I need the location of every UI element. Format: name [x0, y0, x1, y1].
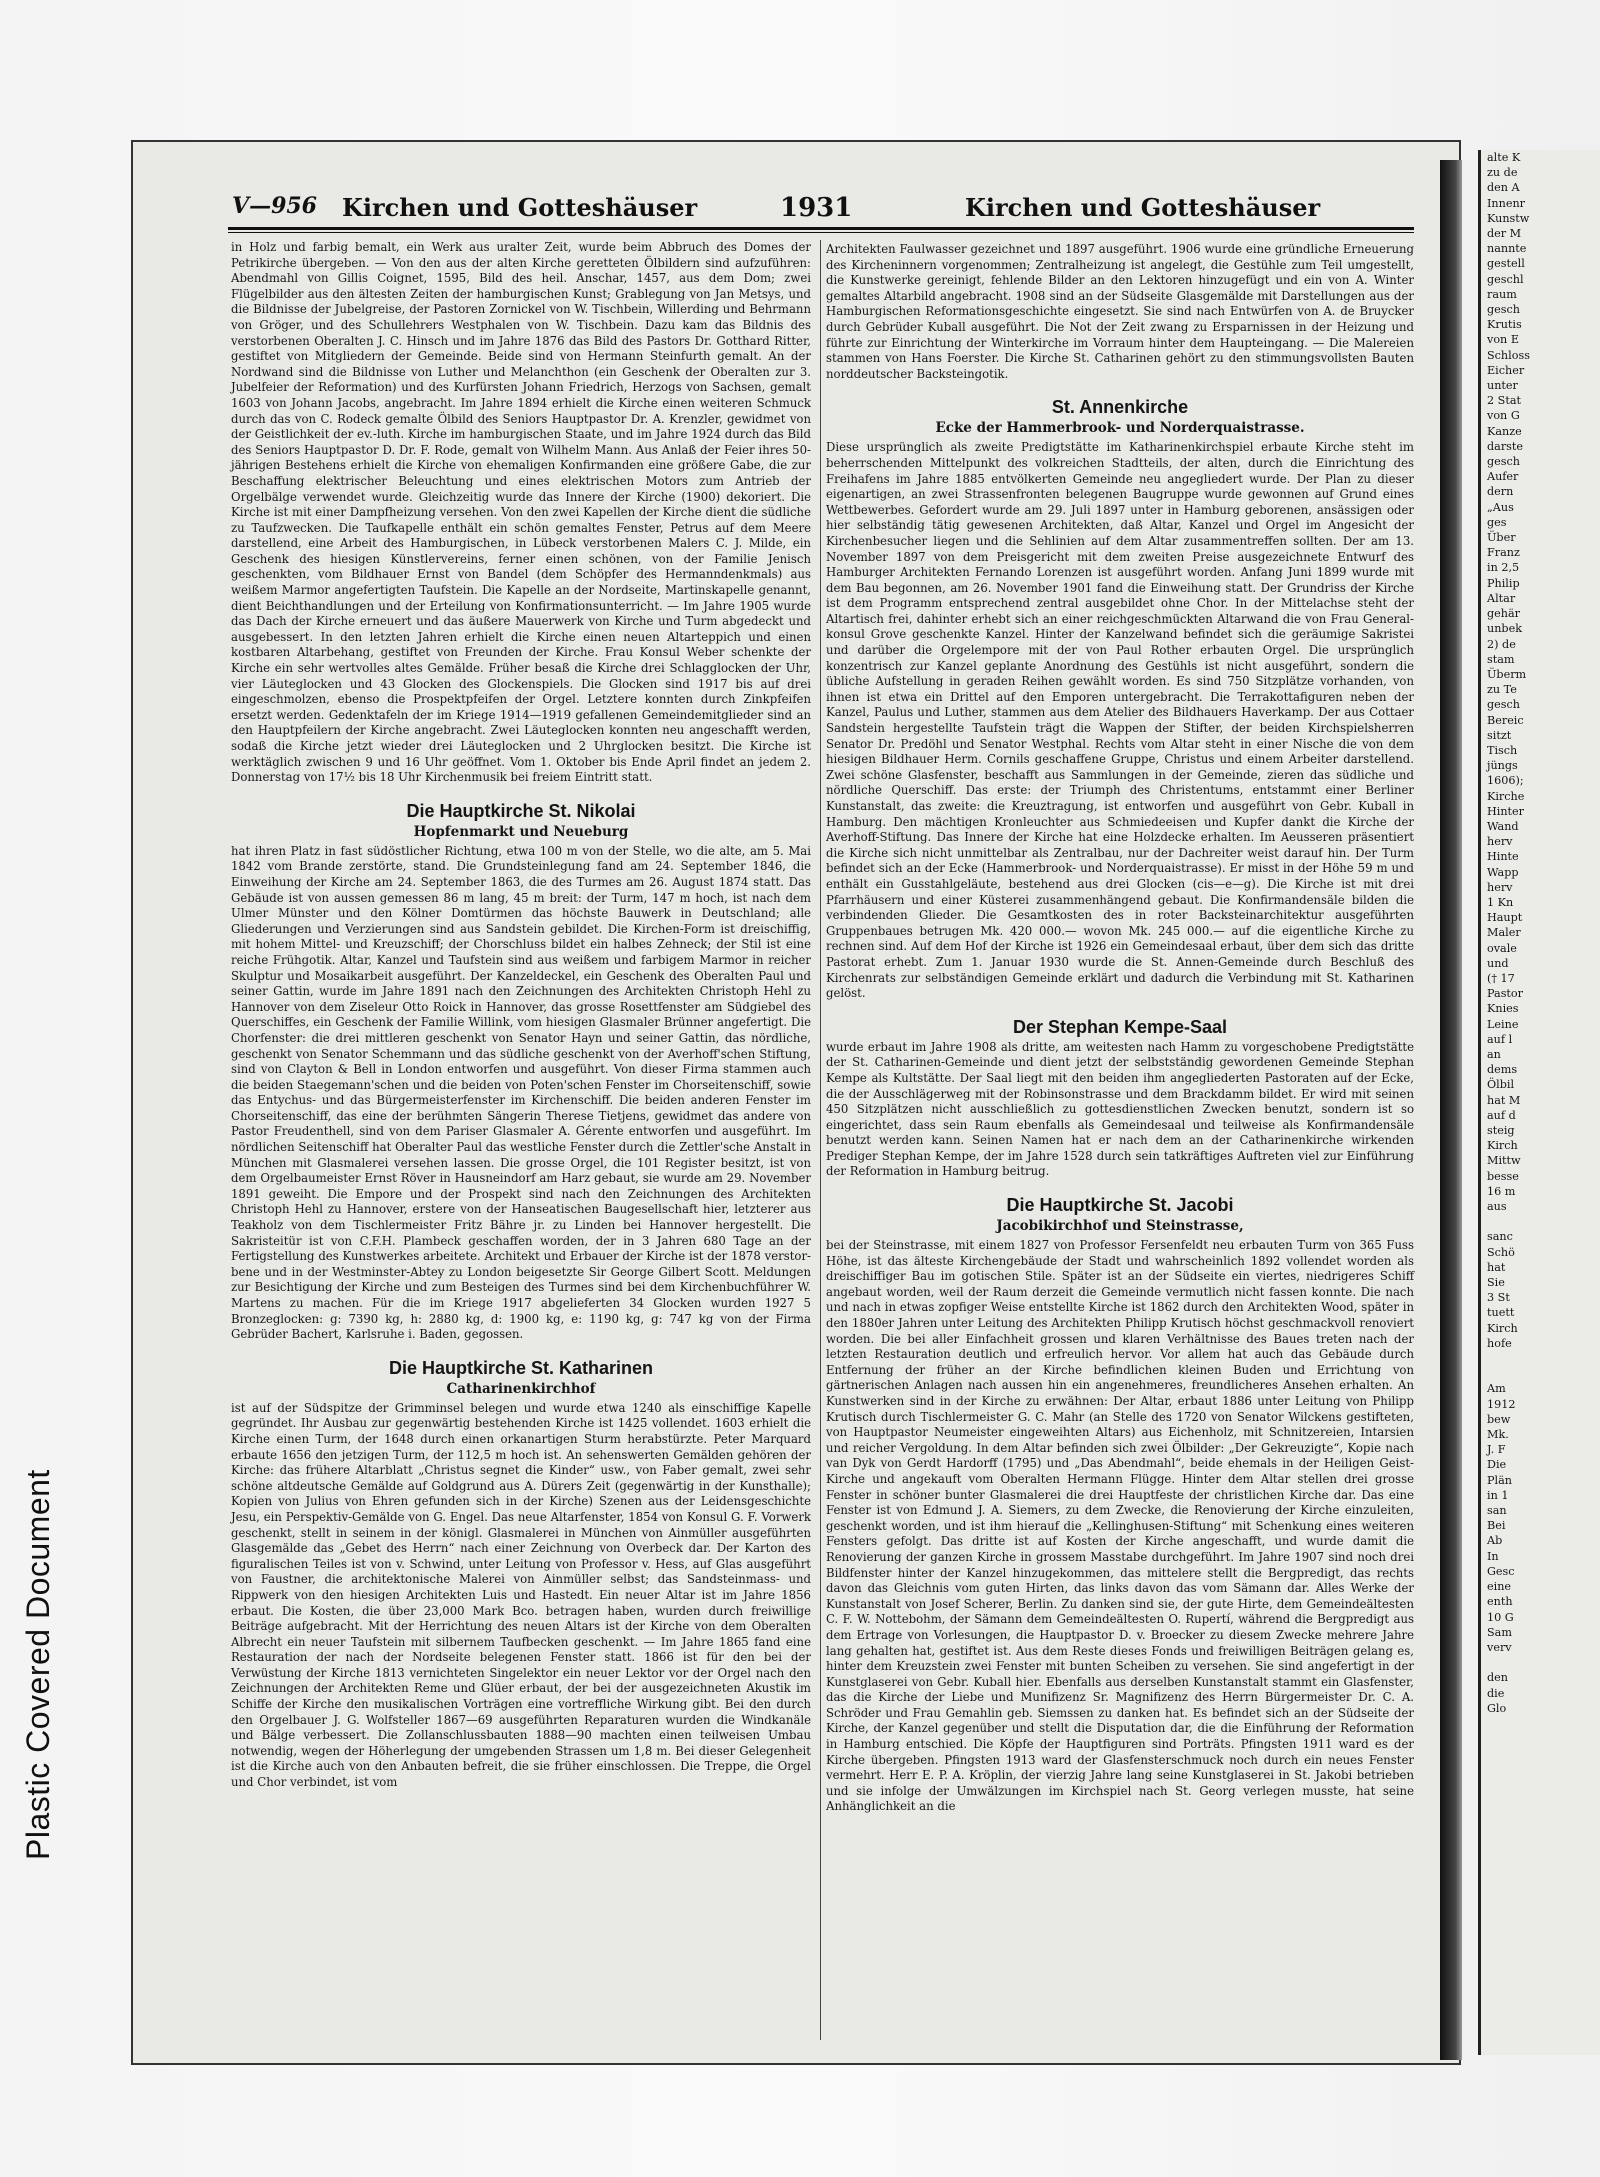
next-page-fragment: Wand	[1487, 819, 1519, 833]
next-page-fragment: zu de	[1487, 166, 1518, 180]
next-page-fragment: aus	[1487, 1200, 1507, 1214]
next-page-fragment: gesch	[1487, 455, 1520, 469]
section-text-katharinen: ist auf der Südspitze der Grimminsel belegen und wurde etwa 1240 als einschiffige Kapelle gegründet. Ihr Ausbau zur gegenwärtig bestehenden Kirche ist 1425 vollendet. 1603 erhielt die Kirche einen Turm, der 1648 durch einen orkanartigen Sturm herabstürzte. Peter Marquard erbaute 1656 den jetzigen Turm, der 112,5 m hoch ist. An sehenswerten Gemälden gehören der Kirche: das frühere Altarblatt „Christus segnet die Kinder“ usw., von Faber gemalt, zwei sehr schöne altdeutsche Gemälde auf Goldgrund aus A. Dürers Zeit (gegenwärtig in der Kunsthalle); Kopien von Julius von Ehren gefunden sich in der Kirche) Szenen aus der Leidensgeschichte Jesu, ein Perspektiv-Gemälde von G. Engel. Das neue Altarfenster, 1854 von Konsul G. F. Vorwerk geschenkt, stellt in seinem in der königl. Glasmalerei in München von Ainmüller ausgeführten Glasgemälde das „Gebet des Herrn“ nach einer Zeichnung von Overbeck dar. Der Karton des figuralischen Teiles ist von v. Schwind, unter Leitung von Professor v. Hess, auf Glas ausgeführt von Faustner, die architektonische Malerei von Ainmüller selbst; das Sandsteinmass- und Rippwerk von den hiesigen Architekten Luis und Hastedt. Ein neuer Altar ist im Jahre 1856 erbaut. Die Kosten, die über 23,000 Mark Bco. betragen haben, wurden durch freiwillige Beiträge aufgebracht. Mit der Herrichtung des neuen Altars ist der Kirche von dem Oberalten Albrecht ein neuer Taufstein mit silbernem Taufbecken geschenkt. — Im Jahre 1865 fand eine Restauration der nach der Nordseite belegenen Fenster statt. 1866 ist für den bei der Verwüstung der Kirche 1813 vernichteten Singelektor ein neuer Lektor vor der Orgel nach den Zeichnungen der Architekten Reme und Glüer erbaut, der bei der ausgezeichneten Akustik im Schiffe der Kirche den musikalischen Vorträgen eine vortreffliche Wirkung gibt. Bei den durch den Orgelbauer J. G. Wolfsteller 1867—69 ausgeführten Reparaturen wurden die Windkanäle und Bälge verbessert. Die Zollanschlussbauten 1888—90 machten einen teilweisen Umbau notwendig, wegen der Höherlegung der umgebenden Strassen um 1,8 m. Bei dieser Gelegenheit ist die Kirche auch von den Anbauten befreit, die sie früher einschlossen. Die Treppe, die Orgel und Chor verbindet, ist vom	[231, 1400, 811, 1790]
next-page-fragment: eine	[1487, 1580, 1512, 1594]
next-page-fragment: ges	[1487, 515, 1507, 529]
next-page-fragment: J. F	[1487, 1443, 1506, 1457]
next-page-edge	[1478, 150, 1600, 2055]
next-page-fragment: tuett	[1487, 1306, 1515, 1320]
next-page-fragment: darste	[1487, 439, 1524, 453]
right-column	[826, 242, 1414, 1815]
next-page-fragment: sanc	[1487, 1230, 1513, 1244]
petri-continuation-text: in Holz und farbig bemalt, ein Werk aus uralter Zeit, wurde beim Abbruch des Domes der Petrikirche übergeben. — Von den aus der alten Kirche geretteten Ölbildern sind aufzuführen: Abendmahl von Gillis Coignet, 1595, Bild des heil. Anschar, 1457, aus dem Dom; zwei Flügelbilder aus den ältesten Zeiten der hamburgischen Kunst; Grablegung von Jan Metsys, und die Bildnisse der Jubelgreise, der Pastoren Zornickel von W. Tischbein, Willerding und Behrmann von Gröger, und des Schullehrers Westphalen von W. Tischbein. Dazu kam das Bildnis des verstorbenen Oberalten J. C. Hinsch und im Jahre 1876 das Bild des Pastors Dr. Gotthard Ritter, gestiftet von Mitgliedern der Gemeinde. Beide sind von Hermann Steinfurth gemalt. An der Nordwand sind die Bildnisse von Luther und Melanchthon (ein Geschenk der Oberalten zur 3. Jubelfeier der Reformation) und des Kurfürsten Johann Friedrich, Herzogs von Sachsen, gemalt 1603 von Johann Jacobs, angebracht. Im Jahre 1894 erhielt die Kirche einen weiteren Schmuck durch das von C. Rodeck gemalte Ölbild des Seniors Hauptpastor Dr. A. Krenzler, gewidmet von der Geistlichkeit der ev.-luth. Kirche im hamburgischen Staate, und im Jahre 1924 durch das Bild des Seniors Hauptpastor D. Dr. F. Rode, gemalt von Wilhelm Mann. Aus Anlaß der Feier ihres 50-jährigen Bestehens erhielt die Kirche von ehemaligen Konfirmanden eine größere Gabe, die zur Beschaffung elektrischer Beleuchtung und eines elektrischen Motors zum Antrieb der Orgelbälge verwendet wurde. Gleichzeitig wurde das Innere der Kirche (1900) dekoriert. Die Kirche ist mit einer Dampfheizung versehen. Von den zwei Kapellen der Kirche dient die südliche zu Taufzwecken. Die Taufkapelle enthält ein schön gemaltes Fenster, Petrus auf dem Meere darstellend, eine Arbeit des Hamburgischen, in Lübeck verstorbenen Malers C. J. Milde, ein Geschenk des hiesigen Künstlervereins, ferner einen schönen, von der Familie Jenisch geschenkten, vom Bildhauer Ernst von Bandel (dem Schöpfer des Hermanndenkmals) aus weißem Marmor angefertigten Taufstein. Die Kapelle an der Nordseite, Martinskapelle genannt, dient Beichthandlungen und der Erteilung von Konfirmationsunterricht. — Im Jahre 1905 wurde das Dach der Kirche erneuert und das äußere Mauerwerk von Kirche und Turm abgedeckt und ausgebessert. In den letzten Jahren erhielt die Kirche einen neuen Altarteppich und einen kostbaren Altarbehang, gestiftet von Freunden der Kirche. Frau Konsul Weber schenkte der Kirche ein sehr wertvolles altes Gemälde. Früher besaß die Kirche drei Schlagglocken der Uhr, vier Läuteglocken und 43 Glocken des Glockenspiels. Die Glocken sind 1917 bis auf drei eingeschmolzen, ebenso die Prospektpfeifen der Orgel. Letztere konnten durch Zinkpfeifen ersetzt werden. Gedenktafeln der im Kriege 1914—1919 gefallenen Gemeindemitglieder sind an den Hauptpfeilern der Kirche angebracht. Zwei Läuteglocken konnten neu angeschafft werden, sodaß die Kirche jetzt wieder drei Läuteglocken und 2 Uhrglocken besitzt. Die Kirche ist werktäglich zwischen 9 und 16 Uhr geöffnet. Vom 1. Oktober bis Ende April findet an jedem 2. Donnerstag von 17½ bis 18 Uhr Kirchenmusik bei freiem Eintritt statt.	[231, 240, 811, 785]
next-page-fragment: verv	[1487, 1640, 1512, 1654]
next-page-fragment: Kirch	[1487, 1139, 1518, 1153]
next-page-fragment: Gesc	[1487, 1564, 1515, 1578]
next-page-fragment: den	[1487, 1671, 1508, 1685]
next-page-fragment: Kanze	[1487, 424, 1522, 438]
next-page-fragment: Altar	[1487, 591, 1516, 605]
section-subtitle-katharinen: Catharinenkirchhof	[446, 1380, 596, 1397]
next-page-fragment: steig	[1487, 1124, 1515, 1137]
next-page-fragment: unter	[1487, 379, 1518, 393]
next-page-fragment: geschl	[1487, 272, 1524, 286]
next-page-fragment: Ölbil	[1487, 1078, 1515, 1092]
page-number: V—956	[232, 193, 317, 219]
section-title-nikolai: Die Hauptkirche St. Nikolai	[406, 800, 636, 821]
next-page-fragment: 10 G	[1487, 1610, 1514, 1624]
next-page-fragment: stam	[1487, 652, 1515, 666]
section-title-annen: St. Annenkirche	[1051, 397, 1189, 418]
next-page-fragment: dern	[1487, 485, 1514, 499]
running-title-left: Kirchen und Gotteshäuser	[342, 193, 698, 222]
next-page-fragment: und	[1487, 956, 1509, 970]
next-page-fragment: 16 m	[1487, 1184, 1516, 1198]
section-subtitle-nikolai: Hopfenmarkt und Neueburg	[413, 823, 629, 840]
header-rule-thin	[228, 232, 1414, 233]
next-page-fragment: jüngs	[1487, 759, 1518, 773]
next-page-fragment: Sam	[1487, 1625, 1512, 1639]
next-page-fragment: 3 St	[1487, 1291, 1510, 1305]
next-page-fragment: den A	[1487, 181, 1520, 195]
next-page-fragment: raum	[1487, 287, 1517, 301]
next-page-fragment	[1481, 1351, 1600, 1366]
next-page-fragment: Hinter	[1487, 804, 1525, 818]
next-page-fragment: nannte	[1487, 242, 1527, 256]
column-divider	[820, 240, 821, 2040]
header-rule	[228, 227, 1414, 230]
next-page-fragment: Sie	[1487, 1276, 1505, 1290]
next-page-fragment: an	[1487, 1047, 1501, 1061]
next-page-fragment: sitzt	[1487, 728, 1512, 742]
next-page-fragment: ovale	[1487, 941, 1517, 955]
next-page-fragment: Knies	[1487, 1002, 1519, 1016]
next-page-fragment: gestell	[1487, 257, 1525, 271]
katharinen-continuation-text: Architekten Faulwasser gezeichnet und 1897 ausgeführt. 1906 wurde eine gründliche Erneuerung des Kircheninnern vorgenommen; Zentralheizung ist angelegt, die Gestühle zum Teil umgestellt, die Kunstwerke gereinigt, fehlende Bilder an den Lektoren hinzugefügt und ein von A. Winter gemaltes Altarbild angebracht. 1908 sind an der Südseite Glasgemälde mit Darstellungen aus der Hamburgischen Reformationsgeschichte eingesetzt. Sie sind nach Entwürfen von A. de Bruycker durch Gebrüder Kuball ausgeführt. Die Not der Zeit zwang zu Ersparnissen in der Heizung und führte zur Einrichtung der Winterkirche im Vorraum hinter dem Haupteingang. — Die Malereien stammen von Hans Foerster. Die Kirche St. Catharinen gehört zu den stimmungsvollsten Bauten norddeutscher Backsteingotik.	[826, 242, 1414, 381]
next-page-fragment: 2) de	[1487, 637, 1516, 651]
next-page-fragment: Überm	[1487, 667, 1527, 681]
next-page-fragment: auf d	[1487, 1108, 1516, 1122]
next-page-fragment: 1606);	[1487, 774, 1524, 788]
next-page-fragment	[1481, 1214, 1600, 1229]
next-page-fragment: in 2,5	[1487, 561, 1520, 575]
next-page-fragment: enth	[1487, 1595, 1513, 1609]
next-page-fragment: in 1	[1487, 1488, 1509, 1502]
next-page-fragment: Bei	[1487, 1519, 1506, 1533]
next-page-fragment: herv	[1487, 880, 1513, 894]
next-page-fragment: Maler	[1487, 926, 1521, 940]
next-page-fragment: Haupt	[1487, 911, 1523, 925]
next-page-fragment: besse	[1487, 1169, 1519, 1183]
next-page-fragment: Franz	[1487, 546, 1520, 560]
next-page-fragment	[1481, 1366, 1600, 1381]
next-page-fragment: Am	[1487, 1382, 1506, 1396]
next-page-fragment: gesch	[1487, 698, 1520, 712]
left-column	[231, 240, 811, 1791]
section-text-nikolai: hat ihren Platz in fast südöstlicher Richtung, etwa 100 m von der Stelle, wo die alte, am 5. Mai 1842 vom Brande zerstörte, stand. Die Grundsteinlegung fand am 24. September 1846, die Einweihung der Kirche am 24. September 1863, die des Turmes am 26. August 1874 statt. Das Gebäude ist von aussen gemessen 86 m lang, 45 m breit: der Turm, 147 m hoch, ist nach dem Ulmer Münster und den Kölner Domtürmen das höchste Bauwerk in Deutschland; alle Gliederungen und Verzierungen sind aus Sandstein gebildet. Die Kirchen-Form ist dreischiffig, mit hohem Mittel- und Kreuzschiff; der Chorschluss bildet ein halbes Zehneck; der Stil ist eine reiche Frühgotik. Altar, Kanzel und Taufstein sind aus weißem und farbigem Marmor in reicher Skulptur und Mosaikarbeit ausgeführt. Der Kanzeldeckel, ein Geschenk des Oberalten Paul und seiner Gattin, wurde im Jahre 1891 nach den Zeichnungen des Architekten Christoph Hehl zu Hannover von dem Ziseleur Otto Roick in Hannover, das grosse Rosettfenster am Südgiebel des Querschiffes, ein Geschenk der Familie Willink, vom hiesigen Glasmaler Brünner angefertigt. Die Chorfenster: die drei mittleren geschenkt von Senator Hayn und seiner Gattin, das nördliche, geschenkt von Senator Schemmann und das südliche geschenkt von der Averhoff'schen Stiftung, sind von Clayton & Bell in London entworfen und ausgeführt. Von dieser Firma stammen auch die beiden Staegemann'schen und die beiden von Poten'schen Fenster im Chorseitenschiff, sowie das Entychus- und das Bürgermeisterfenster im Kirchenschiff. Die beiden anderen Fenster im Chorseitenschiff, das eine der berühmten Sängerin Therese Tietjens, gewidmet das andere von Pastor Freudenthell, sind von dem Pariser Glasmaler A. Gérente entworfen und ausgeführt. Im nördlichen Seitenschiff hat Oberalter Paul das westliche Fenster durch die Zettler'sche Anstalt in München mit Glasmalerei versehen lassen. Die grosse Orgel, die 101 Register besitzt, ist von dem Orgelbaumeister Ernst Röver in Hausneindorf am Harz gebaut, sie wurde am 29. November 1891 geweiht. Die Empore und der Prospekt sind nach den Zeichnungen des Architekten Christoph Hehl zu Hannover, erstere von der Hanseatischen Baugesellschaft hier, letzterer aus Teakholz von dem Tischlermeister Fritz Bähre jr. zu Linden bei Hannover hergestellt. Die Sakristeitür ist von C.F.H. Plambeck geschaffen worden, der in 3 Jahren 680 Tage an der Fertigstellung des Kunstwerkes arbeitete. Architekt und Erbauer der Kirche ist der 1878 verstorbene und in der Westminster-Abtey zu London beigesetzte Sir George Gilbert Scott. Meldungen zur Besichtigung der Kirche und zum Besteigen des Turmes sind bei dem Kirchenbuchführer W. Martens zu machen. Für die im Kriege 1917 abgelieferten 34 Glocken wurden 1927 5 Bronzeglocken: g: 7390 kg, h: 2880 kg, d: 1900 kg, e: 1190 kg, g: 747 kg von der Firma Gebrüder Bachert, Karlsruhe i. Baden, gegossen.	[231, 843, 811, 1342]
next-page-fragment: Leine	[1487, 1017, 1519, 1031]
next-page-fragment: von E	[1487, 333, 1519, 347]
next-page-fragment: hat M	[1487, 1093, 1521, 1107]
next-page-fragment: gesch	[1487, 303, 1520, 317]
next-page-fragment: zu Te	[1487, 683, 1517, 697]
next-page-fragment: gehär	[1487, 607, 1521, 621]
section-title-katharinen: Die Hauptkirche St. Katharinen	[388, 1357, 654, 1378]
section-title-jacobi: Die Hauptkirche St. Jacobi	[1006, 1195, 1234, 1216]
next-page-fragments	[1481, 150, 1600, 1716]
next-page-fragment: Über	[1487, 531, 1516, 545]
next-page-fragment: alte K	[1487, 151, 1521, 164]
next-page-fragment: Eicher	[1487, 363, 1525, 377]
next-page-fragment: Wapp	[1487, 865, 1519, 879]
year-heading: 1931	[780, 193, 853, 223]
next-page-fragment: Hinte	[1487, 850, 1519, 864]
next-page-fragment: Glo	[1487, 1701, 1507, 1715]
next-page-fragment: Kirch	[1487, 1321, 1518, 1335]
next-page-fragment: († 17	[1487, 971, 1515, 985]
next-page-fragment: Schö	[1487, 1245, 1515, 1259]
next-page-fragment: Ab	[1487, 1534, 1503, 1548]
next-page-fragment: Philip	[1487, 576, 1520, 590]
next-page-fragment: In	[1487, 1549, 1499, 1563]
next-page-fragment: dems	[1487, 1063, 1518, 1077]
next-page-fragment: Mk.	[1487, 1428, 1509, 1442]
next-page-fragment: unbek	[1487, 622, 1522, 636]
next-page-fragment: Kirche	[1487, 789, 1525, 803]
next-page-fragment: der M	[1487, 227, 1522, 241]
next-page-fragment: Kunstw	[1487, 211, 1530, 225]
next-page-fragment: Plän	[1487, 1473, 1512, 1487]
next-page-fragment: Bereic	[1487, 713, 1524, 727]
section-subtitle-annen: Ecke der Hammerbrook- und Norderquaistrasse.	[935, 420, 1305, 437]
next-page-fragment: von G	[1487, 409, 1520, 423]
next-page-fragment: die	[1487, 1686, 1505, 1700]
next-page-fragment: 1912	[1487, 1397, 1516, 1411]
next-page-fragment: Aufer	[1487, 470, 1519, 484]
next-page-fragment: 2 Stat	[1487, 394, 1521, 408]
next-page-fragment: hat	[1487, 1260, 1506, 1274]
page-gutter-shadow	[1440, 160, 1462, 2060]
next-page-fragment: Die	[1487, 1458, 1507, 1472]
next-page-fragment: Tisch	[1487, 743, 1518, 757]
next-page-fragment: „Aus	[1487, 500, 1514, 514]
section-text-jacobi: bei der Steinstrasse, mit einem 1827 von Professor Fersenfeldt neu erbauten Turm von 365 Fuss Höhe, ist das älteste Kirchengebäude der Stadt und wahrscheinlich 1892 vollendet worden als dreischiffiger Bau im gotischen Stile. Später ist an der Südseite ein viertes, niedrigeres Schiff angebaut worden, weil der Raum derzeit die Gemeinde vermutlich nicht fassen konnte. Die nach und nach in etwas zopfiger Weise entstellte Kirche ist 1862 durch den Architekten Wood, später in den 1880er Jahren unter Leitung des Architekten Philipp Krutisch höchst geschmackvoll renoviert worden. Die bei aller Einfachheit grossen und klaren Verhältnisse des Baues treten nach der letzten Restauration deutlich und erfreulich hervor. Vor allem hat auch das Gebäude durch Entfernung der früher an der Kirche befindlichen kleinen Buden und Errichtung von gärtnerischen Anlagen nach aussen hin ein angenehmeres, freundlicheres Ansehen erhalten. An Kunstwerken sind in der Kirche zu erwähnen: Der Altar, erbaut 1886 unter Leitung von Philipp Krutisch durch Tischlermeister G. C. Mahr (an Stelle des 1720 von Senator Wilckens gestifteten, von Hauptpastor Neumeister eingeweihten Altars) aus Eichenholz, mit Schnitzereien, Intarsien und reicher Vergoldung. In dem Altar befinden sich zwei Ölbilder: „Der Gekreuzigte“, Kopie nach van Dyk von Gerdt Hardorff (1795) und „Das Abendmahl“, beide ehemals in der Heiligen Geist-Kirche und angekauft vom Oberalten Hermann Flügge. Hinter dem Altar stellen drei grosse Fenster in schöner bunter Glasmalerei die drei Hauptfeste der christlichen Kirche dar. Das eine Fenster ist von Edmund J. A. Siemers, zu dem Zwecke, die Renovierung der Kirche einzuleiten, geschenkt worden, und ist ihm hierauf die „Kellinghusen-Stiftung“ mit Schenkung eines weiteren Fensters gefolgt. Das dritte ist auf Kosten der Kirche angeschafft, und wurde damit die Renovierung der ganzen Kirche in grossem Masstabe durchgeführt. Im Jahre 1907 sind noch drei Bildfenster hinter der Kanzel hinzugekommen, das mittelere stellt die Bergpredigt, das rechts davon das Gleichnis vom guten Hirten, das links davon das vom Sämann dar. Alles Werke der Kunstanstalt von Josef Scherer, Berlin. Zu danken sind sie, der gute Hirte, dem Gemeindeältesten C. F. W. Nottebohm, der Sämann dem Gemeindeältesten O. Rupertí, während die Bergpredigt aus dem Ertrage von Vorlesungen, die Hauptpastor D. v. Broecker zu diesem Zwecke mehrere Jahre lang gehalten hat, gestiftet ist. Aus dem Reste dieses Fonds und freiwilligen Beiträgen gelang es, hinter dem Kreuzstein zwei Fenster mit bunten Scheiben zu versehen. Sie sind angefertigt in der Kunstglaserei von Gebr. Kuball hier. Ebenfalls aus derselben Kunstanstalt stammt ein Glasfenster, das die Kirche der Liebe und Munifizenz Sr. Magnifizenz des Herrn Bürgermeister Dr. C. A. Schröder und Frau Gemahlin geb. Siemssen zu danken hat. Es befindet sich an der Südseite der Kirche, der Kanzel gegenüber und stellt die Disputation dar, die die Einführung der Reformation in Hamburg entschied. Die Köpfe der Hauptfiguren sind Porträts. Pfingsten 1911 ward es der Kirche übergeben. Pfingsten 1913 ward der Glasfensterschmuck noch durch ein neues Fenster vermehrt. Herr E. P. A. Kröplin, der vierzig Jahre lang seine Kunstglaserei in St. Jakobi betrieben und sie infolge der Umwälzungen im Kirchspiel nach St. Georg verlegen musste, hat seine Anhänglichkeit an die	[826, 1238, 1414, 1814]
section-title-kempe: Der Stephan Kempe-Saal	[1012, 1016, 1228, 1037]
next-page-fragment	[1481, 1655, 1600, 1670]
next-page-fragment: hofe	[1487, 1336, 1512, 1350]
next-page-fragment: Pastor	[1487, 987, 1524, 1001]
running-title-right: Kirchen und Gotteshäuser	[965, 193, 1321, 222]
next-page-fragment: bew	[1487, 1412, 1511, 1426]
next-page-fragment: Mittw	[1487, 1154, 1521, 1168]
next-page-fragment: 1 Kn	[1487, 895, 1514, 909]
next-page-fragment: Schloss	[1487, 348, 1530, 362]
section-text-annen: Diese ursprünglich als zweite Predigtstätte im Katharinenkirchspiel erbaute Kirche steht im beherrschenden Mittelpunkt des volkreichen Stadtteils, der alten, durch die Einrichtung des Freihafens im Jahre 1885 entvölkerten Gemeinde neu angegliedert wurde. Der Plan zu dieser eigenartigen, an zwei Strassenfronten belegenen Baugruppe wurde gewonnen auf Grund eines Wettbewerbes. Gefordert wurde am 29. Juli 1897 unter in Hamburg geborenen, ansässigen oder hier selbständig tätig gewesenen Architekten, daß Altar, Kanzel und Orgel im Angesicht der Kirchenbesucher liegen und die Sehlinien auf dem Altar zusammentreffen sollten. Der am 13. November 1897 von dem Preisgericht mit dem zweiten Preise ausgezeichnete Entwurf des Hamburger Architekten Fernando Lorenzen ist ausgeführt worden. Anfang Juni 1899 wurde mit dem Bau begonnen, am 26. November 1901 fand die Einweihung statt. Der Grundriss der Kirche ist dem Programm entsprechend zentral ausgebildet ohne Chor. In der Mittelachse steht der Altartisch frei, dahinter erhebt sich an einer reichgeschmückten Altarwand die von Frau Generalkonsul Grove geschenkte Kanzel. Hinter der Kanzelwand befindet sich die geräumige Sakristei und darüber die Orgelempore mit der von Paul Rother erbauten Orgel. Die ursprünglich konzentrisch zur Kanzel geplante Anordnung des Gestühls ist nicht ausgeführt, sondern die übliche Aufstellung in geraden Reihen gewählt worden. Es sind 750 Sitzplätze vorhanden, von ihnen ist etwa ein Drittel auf den Emporen untergebracht. Die Terrakottafiguren neben der Kanzel, Paulus und Luther, stammen aus dem Atelier des Bildhauers Haverkamp. Der aus Cottaer Sandstein hergestellte Taufstein trägt die Wappen der Stifter, der beiden Kirchspielsherren Senator Dr. Predöhl und Senator Westphal. Rechts vom Altar steht in einer Nische die von dem hiesigen Bildhauer Herm. Cornils geschaffene Gruppe, Christus und einem Arbeiter darstellend. Zwei schöne Glasfenster, beschafft aus Sammlungen in der Gemeinde, zieren das südliche und nördliche Querschiff. Das erste: der Triumph des Christentums, entstammt einer Berliner Kunstanstalt, das zweite: die Kreuztragung, ist entworfen und ausgeführt von Gebr. Kuball in Hamburg. Den mächtigen Kronleuchter aus Schmiedeeisen und Kupfer dankt die Kirche der Averhoff-Stiftung. Das Innere der Kirche hat eine Holzdecke erhalten. Im Aeusseren präsentiert die Kirche sich nicht unmittelbar als Zentralbau, nur der Dachreiter weist darauf hin. Der Turm befindet sich an der Ecke (Hammerbrook- und Norderquaistrasse). Er misst in der Höhe 59 m und enthält ein Gusstahlgeläute, bestehend aus drei Glocken (cis—e—g). Die Kirche ist mit drei Pfarrhäusern und einer Küsterei zusammenhängend gebaut. Die Konfirmandensäle bilden die verbindenden Glieder. Die Gesamtkosten des in roter Backsteinarchitektur ausgeführten Gruppenbaues betrugen Mk. 420 000.— wovon Mk. 245 000.— auf die eigentliche Kirche zu rechnen sind. Auf dem Hof der Kirche ist 1926 ein Gemeindesaal erbaut, über dem sich das dritte Pastorat erhebt. Zum 1. Januar 1930 wurde die St. Annen-Gemeinde durch Beschluß des Kirchenrats zur selbständigen Gemeinde erklärt und dadurch die Verbindung mit St. Katharinen gelöst.	[826, 440, 1414, 1001]
section-text-kempe: wurde erbaut im Jahre 1908 als dritte, am weitesten nach Hamm zu vorgeschobene Predigtstätte der St. Catharinen-Gemeinde und dient jetzt der selbstständig gewordenen Gemeinde Stephan Kempe als Kultstätte. Der Saal liegt mit den beiden ihm angegliederten Pastoraten auf der Ecke, die der Ausschlägerweg mit der Robinsonstrasse und dem Brackdamm bildet. Er wird mit seinen 450 Sitzplätzen nicht ausschließlich zu gottesdienstlichen Zwecken benutzt, sondern ist so eingerichtet, dass sein Raum ebenfalls als Gemeindesaal und teilweise als Konfirmandensäle benutzt werden kann. Seinen Namen hat er nach dem an der Catharinenkirche wirkenden Prediger Stephan Kempe, der im Jahre 1528 durch sein tatkräftiges Auftreten viel zur Einführung der Reformation in Hamburg beitrug.	[826, 1039, 1414, 1179]
next-page-fragment: Krutis	[1487, 318, 1522, 332]
next-page-fragment: auf l	[1487, 1032, 1513, 1046]
next-page-fragment: san	[1487, 1504, 1507, 1518]
next-page-fragment: herv	[1487, 835, 1513, 849]
side-label: Plastic Covered Document	[20, 1469, 56, 1860]
next-page-fragment: Innenr	[1487, 196, 1526, 210]
section-subtitle-jacobi: Jacobikirchhof und Steinstrasse,	[996, 1218, 1244, 1235]
